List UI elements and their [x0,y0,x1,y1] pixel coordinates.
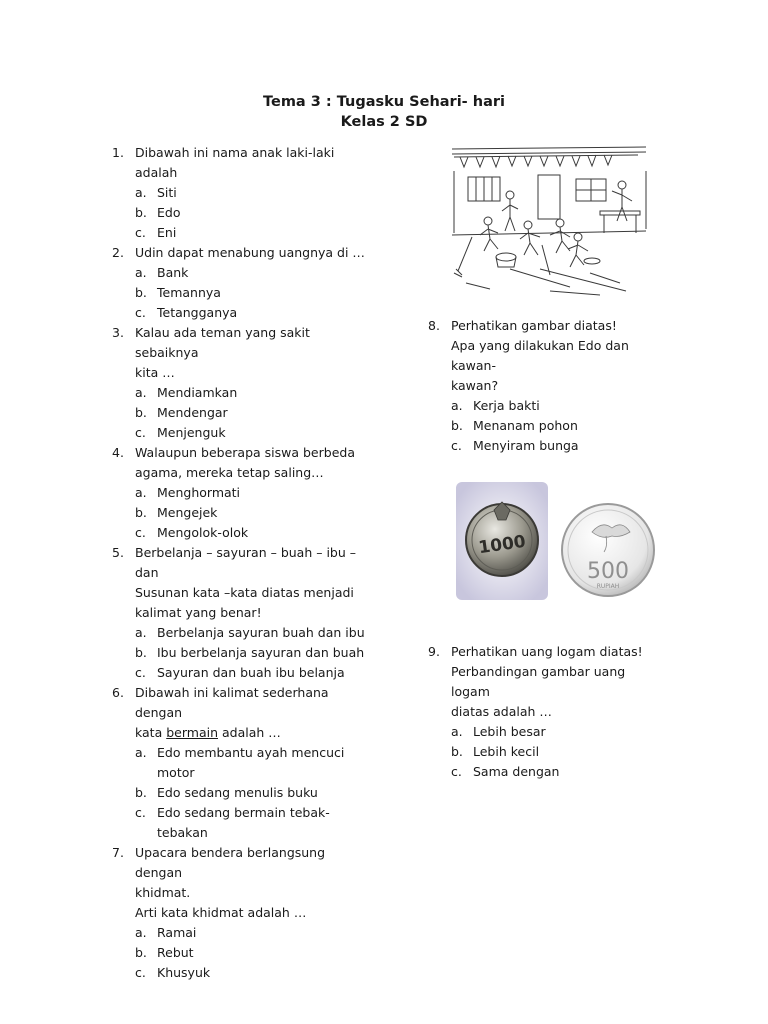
question-text: Upacara bendera berlangsung dengan [135,845,326,880]
option-b: b. Mengejek [135,503,372,523]
question-number: 4. [112,445,124,460]
option-c: c. Menyiram bunga [451,436,668,456]
option-text: Edo [157,205,181,220]
question-text: Kalau ada teman yang sakit sebaiknya [135,325,310,360]
question-text: Dibawah ini nama anak laki-laki adalah [135,145,335,180]
question-text: kalimat yang benar! [135,605,262,620]
option-text: Edo membantu ayah mencuci motor [157,745,345,780]
coin-500-label: 500 [587,559,629,584]
option-c: c. Menjenguk [135,423,372,443]
option-text: Mendiamkan [157,385,238,400]
option-text: Menghormati [157,485,241,500]
question-text: Perhatikan gambar diatas! [451,318,617,333]
title-line-1: Tema 3 : Tugasku Sehari- hari [263,94,505,110]
question-number: 5. [112,545,124,560]
option-b: b. Ibu berbelanja sayuran dan buah [135,643,372,663]
option-text: Bank [157,265,189,280]
option-c: c. Sayuran dan buah ibu belanja [135,663,372,683]
coin-500-unit: RUPIAH [596,583,620,590]
question-text: Perhatikan uang logam diatas! [451,644,643,659]
question-text-line-2: kata bermain adalah … [135,725,281,740]
coin-1000-label: 1000 [477,531,527,559]
option-c: c. Eni [135,223,372,243]
option-text: Siti [157,185,177,200]
coin-1000 [466,502,538,576]
option-a: a. Lebih besar [451,722,668,742]
option-b: b. Mendengar [135,403,372,423]
option-text: Mendengar [157,405,228,420]
question-text: Susunan kata –kata diatas menjadi [135,585,354,600]
question-number: 3. [112,325,124,340]
title-line-2: Kelas 2 SD [340,114,428,130]
question-9 [428,642,668,782]
option-text: Sama dengan [473,764,560,779]
option-text: Mengolok-olok [157,525,249,540]
option-text: Tetangganya [157,305,238,320]
question-number: 8. [428,318,440,333]
question-text: khidmat. [135,885,191,900]
question-5 [112,543,372,683]
question-number: 2. [112,245,124,260]
question-text: Udin dapat menabung uangnya di … [135,245,365,260]
page-title [0,92,768,132]
option-b: b. Edo [135,203,372,223]
option-c: c. Edo sedang bermain tebak-tebakan [135,803,372,843]
option-text: Menanam pohon [473,418,578,433]
option-a: a. Kerja bakti [451,396,668,416]
question-number: 9. [428,644,440,659]
question-text: diatas adalah … [451,704,552,719]
option-text: Eni [157,225,177,240]
option-c: c. Sama dengan [451,762,668,782]
option-a: a. Siti [135,183,372,203]
option-text: Menyiram bunga [473,438,579,453]
option-a: a. Berbelanja sayuran buah dan ibu [135,623,372,643]
question-6 [112,683,372,843]
community-work-illustration [450,141,648,297]
option-a: a. Mendiamkan [135,383,372,403]
option-text: Lebih kecil [473,744,540,759]
option-text: Menjenguk [157,425,226,440]
question-number: 1. [112,145,124,160]
question-text: Perbandingan gambar uang logam [451,664,626,699]
option-c: c. Khusyuk [135,963,372,983]
option-text: Ramai [157,925,197,940]
question-number: 6. [112,685,124,700]
left-column [112,143,372,983]
question-text: Berbelanja – sayuran – buah – ibu – dan [135,545,357,580]
question-text: Dibawah ini kalimat sederhana dengan [135,685,329,720]
option-b: b. Rebut [135,943,372,963]
option-text: Edo sedang bermain tebak-tebakan [157,805,330,840]
underlined-word: bermain [166,725,218,740]
option-c: c. Tetangganya [135,303,372,323]
option-text: Khusyuk [157,965,211,980]
coin-500 [562,504,654,596]
option-a: a. Ramai [135,923,372,943]
option-c: c. Mengolok-olok [135,523,372,543]
question-text: kawan? [451,378,499,393]
option-text: Rebut [157,945,194,960]
option-text: Ibu berbelanja sayuran dan buah [157,645,365,660]
option-text: Kerja bakti [473,398,540,413]
option-a: a. Menghormati [135,483,372,503]
question-text: Arti kata khidmat adalah … [135,905,307,920]
option-text: Sayuran dan buah ibu belanja [157,665,345,680]
question-8 [428,316,668,456]
option-text: Mengejek [157,505,218,520]
option-text: Lebih besar [473,724,546,739]
question-number: 7. [112,845,124,860]
option-text: Berbelanja sayuran buah dan ibu [157,625,365,640]
question-text: agama, mereka tetap saling… [135,465,324,480]
option-b: b. Temannya [135,283,372,303]
question-text: Apa yang dilakukan Edo dan kawan- [451,338,629,373]
option-b: b. Edo sedang menulis buku [135,783,372,803]
option-b: b. Menanam pohon [451,416,668,436]
question-7 [112,843,372,983]
question-text: kita … [135,365,175,380]
question-1 [112,143,372,243]
question-3 [112,323,372,443]
question-text: Walaupun beberapa siswa berbeda [135,445,355,460]
option-a: a. Bank [135,263,372,283]
option-text: Edo sedang menulis buku [157,785,318,800]
option-text: Temannya [157,285,221,300]
coins-illustration [456,480,660,604]
question-2 [112,243,372,323]
question-4 [112,443,372,543]
option-b: b. Lebih kecil [451,742,668,762]
option-a: a. Edo membantu ayah mencuci motor [135,743,372,783]
